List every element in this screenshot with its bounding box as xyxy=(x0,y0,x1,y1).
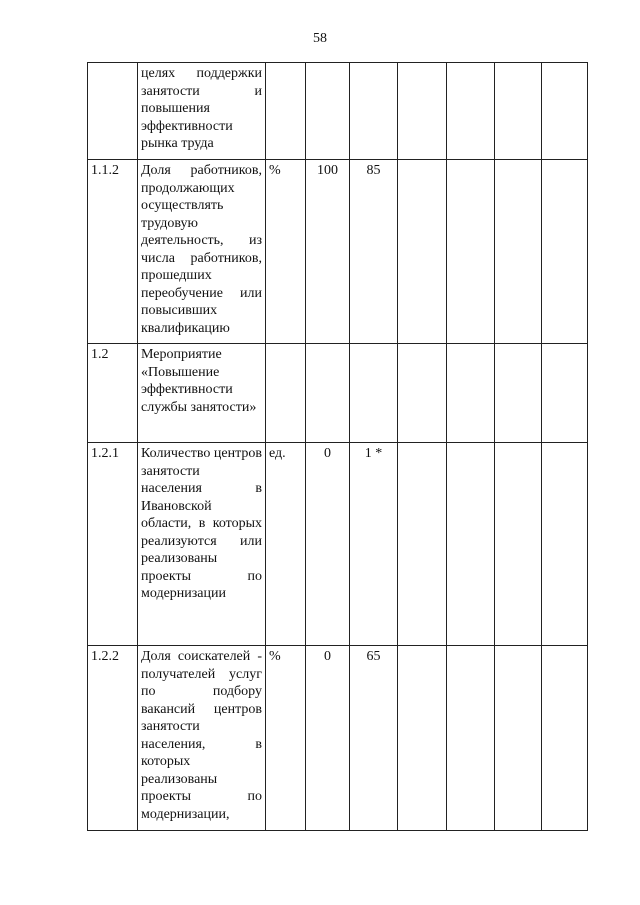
empty-cell xyxy=(542,344,588,443)
empty-cell xyxy=(398,646,447,831)
indicator-name: Доля соискателей - получателей услуг по подбору вакансий центров занятости населения, в которых реализованы проекты по модернизации, xyxy=(138,646,266,831)
empty-cell xyxy=(447,443,495,646)
value-cell-2: 85 xyxy=(350,160,398,344)
table-row xyxy=(88,63,588,160)
indicator-name: Количество центров занятости населения в Ивановской области, в которых реализуются или реализованы проекты по модернизации xyxy=(138,443,266,646)
table-row xyxy=(88,646,588,831)
empty-cell xyxy=(495,646,542,831)
unit-cell: % xyxy=(266,160,306,344)
value-cell-2 xyxy=(350,344,398,443)
empty-cell xyxy=(495,443,542,646)
value-cell-1: 0 xyxy=(306,443,350,646)
empty-cell xyxy=(495,160,542,344)
empty-cell xyxy=(447,160,495,344)
row-number xyxy=(88,63,138,160)
unit-cell: % xyxy=(266,646,306,831)
value-cell-1: 0 xyxy=(306,646,350,831)
row-number: 1.1.2 xyxy=(88,160,138,344)
table-row xyxy=(88,160,588,344)
empty-cell xyxy=(542,646,588,831)
unit-cell xyxy=(266,344,306,443)
unit-cell: ед. xyxy=(266,443,306,646)
indicators-table xyxy=(87,62,588,831)
value-cell-2: 65 xyxy=(350,646,398,831)
indicator-name: целях поддержки занятости и повышения эффективности рынка труда xyxy=(138,63,266,160)
table-row xyxy=(88,443,588,646)
empty-cell xyxy=(398,443,447,646)
empty-cell xyxy=(542,160,588,344)
empty-cell xyxy=(447,646,495,831)
empty-cell xyxy=(542,63,588,160)
empty-cell xyxy=(495,63,542,160)
empty-cell xyxy=(447,344,495,443)
value-cell-1: 100 xyxy=(306,160,350,344)
row-number: 1.2.1 xyxy=(88,443,138,646)
empty-cell xyxy=(398,344,447,443)
page-number: 58 xyxy=(313,31,327,46)
value-cell-2: 1 * xyxy=(350,443,398,646)
empty-cell xyxy=(398,63,447,160)
value-cell-1 xyxy=(306,344,350,443)
indicator-name: Мероприятие «Повышение эффективности службы занятости» xyxy=(138,344,266,443)
empty-cell xyxy=(495,344,542,443)
empty-cell xyxy=(542,443,588,646)
value-cell-1 xyxy=(306,63,350,160)
unit-cell xyxy=(266,63,306,160)
empty-cell xyxy=(398,160,447,344)
indicator-name: Доля работников, продолжающих осуществлять трудовую деятельность, из числа работников, прошедших переобучение или повысивших квалификацию xyxy=(138,160,266,344)
value-cell-2 xyxy=(350,63,398,160)
row-number: 1.2.2 xyxy=(88,646,138,831)
empty-cell xyxy=(447,63,495,160)
table-row xyxy=(88,344,588,443)
row-number: 1.2 xyxy=(88,344,138,443)
